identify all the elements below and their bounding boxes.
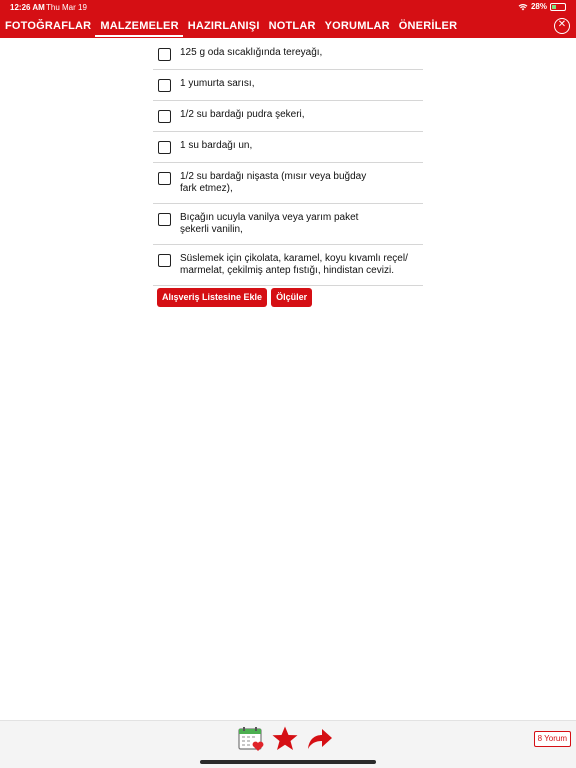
- battery-icon: [550, 3, 566, 11]
- ingredient-checkbox[interactable]: [158, 48, 171, 61]
- bottom-icons: [237, 725, 333, 753]
- status-time: 12:26 AM: [10, 3, 45, 12]
- status-date: Thu Mar 19: [46, 3, 87, 12]
- ingredient-text: 1 yumurta sarısı,: [180, 78, 255, 89]
- wifi-icon: [518, 3, 528, 11]
- ingredient-checkbox[interactable]: [158, 141, 171, 154]
- ingredient-text: Bıçağın ucuyla vanilya veya yarım paket şekerli vanilin,: [180, 212, 359, 235]
- tab-fotograflar[interactable]: FOTOĞRAFLAR: [5, 20, 92, 32]
- ingredient-checkbox[interactable]: [158, 110, 171, 123]
- calendar-heart-icon[interactable]: [237, 725, 265, 753]
- battery-percent: 28%: [530, 2, 547, 11]
- tab-yorumlar[interactable]: YORUMLAR: [324, 20, 390, 32]
- star-icon[interactable]: [271, 725, 299, 753]
- ingredient-checkbox[interactable]: [158, 213, 171, 226]
- tab-hazirlanisi[interactable]: HAZIRLANIŞI: [187, 20, 260, 32]
- ingredient-text: 125 g oda sıcaklığında tereyağı,: [180, 47, 323, 58]
- comments-count-button[interactable]: 8 Yorum: [534, 731, 571, 747]
- status-bar: [0, 0, 576, 14]
- close-icon[interactable]: ✕: [554, 18, 570, 34]
- list-item: [153, 163, 423, 204]
- list-item: [153, 39, 423, 70]
- ingredient-text: Süslemek için çikolata, karamel, koyu kıvamlı reçel/ marmelat, çekilmiş antep fıstığı, hindistan cevizi.: [180, 253, 408, 276]
- list-item: [153, 101, 423, 132]
- ingredient-text: 1 su bardağı un,: [180, 140, 253, 151]
- tab-bar: [0, 18, 461, 38]
- list-item: [153, 132, 423, 163]
- app-header: [0, 0, 576, 38]
- list-item: [153, 204, 423, 245]
- tab-oneriler[interactable]: ÖNERİLER: [398, 20, 458, 32]
- measures-button[interactable]: Ölçüler: [271, 288, 312, 307]
- ingredient-list: [153, 39, 423, 286]
- share-arrow-icon[interactable]: [305, 725, 333, 753]
- list-item: [153, 245, 423, 286]
- ingredient-checkbox[interactable]: [158, 172, 171, 185]
- tab-notlar[interactable]: NOTLAR: [268, 20, 316, 32]
- tab-malzemeler[interactable]: MALZEMELER: [95, 18, 182, 38]
- ingredient-checkbox[interactable]: [158, 79, 171, 92]
- list-item: [153, 70, 423, 101]
- add-to-shopping-list-button[interactable]: Alışveriş Listesine Ekle: [157, 288, 267, 307]
- ingredient-text: 1/2 su bardağı nişasta (mısır veya buğday fark etmez),: [180, 171, 367, 194]
- ingredient-checkbox[interactable]: [158, 254, 171, 267]
- status-right: [518, 2, 566, 11]
- home-indicator[interactable]: [200, 760, 376, 764]
- ingredient-text: 1/2 su bardağı pudra şekeri,: [180, 109, 305, 120]
- ingredient-actions: [157, 288, 312, 307]
